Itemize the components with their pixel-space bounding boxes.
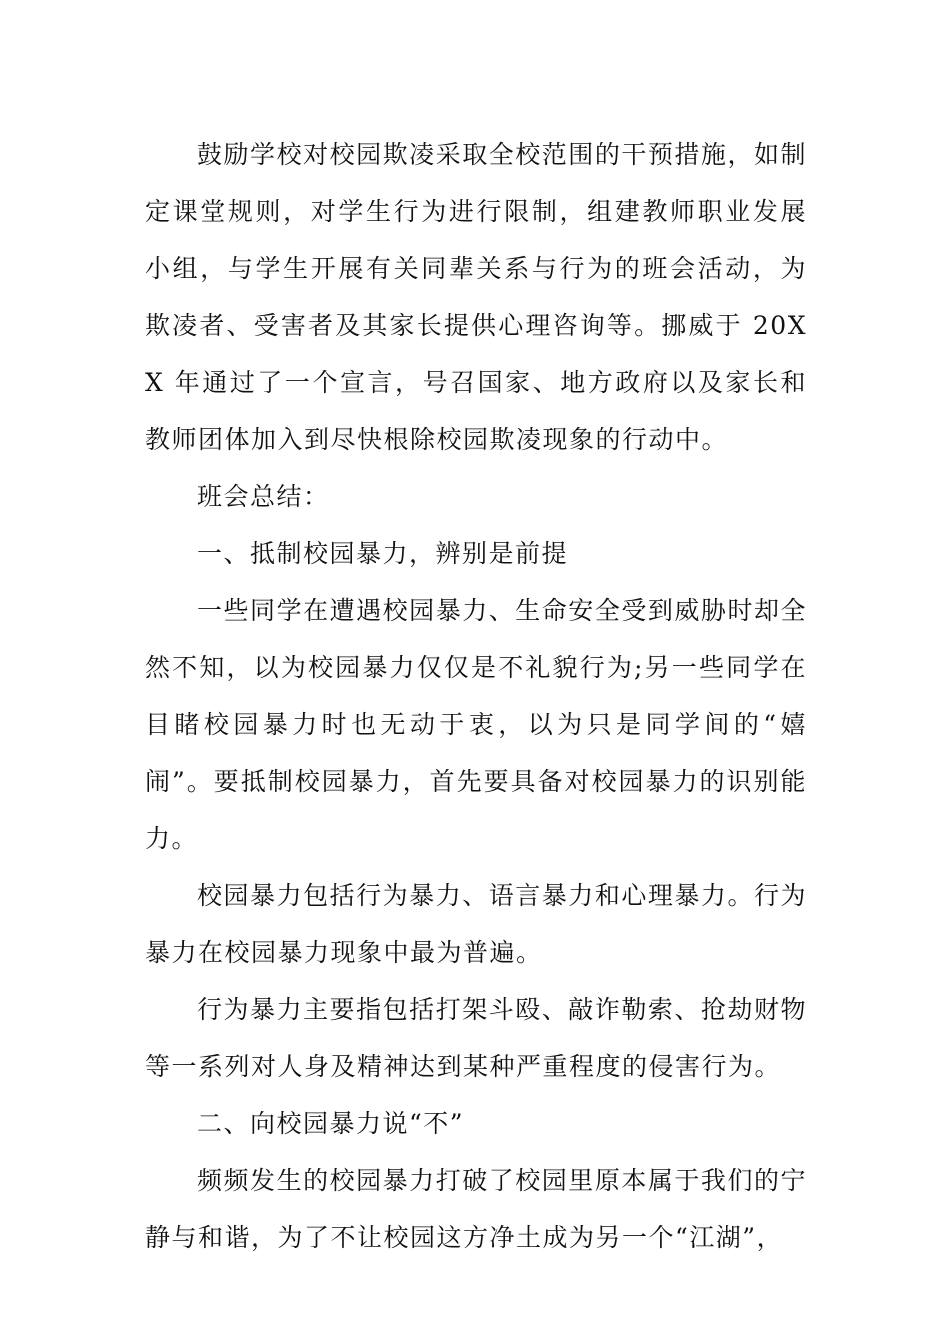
paragraph-campus-harmony: 频频发生的校园暴力打破了校园里原本属于我们的宁静与和谐，为了不让校园这方净土成为另一个“江湖”， [145, 1166, 807, 1252]
paragraph-class-summary-heading: 班会总结： [197, 482, 330, 511]
paragraph-identification: 一些同学在遭遇校园暴力、生命安全受到威胁时却全然不知，以为校园暴力仅仅是不礼貌行为;另一些同学在目睹校园暴力时也无动于衷，以为只是同学间的“嬉闹”。要抵制校园暴力，首先要具备对校园暴力的识别能力。 [145, 596, 807, 853]
document-body [145, 126, 807, 1266]
section-heading-1: 一、抵制校园暴力，辨别是前提 [197, 539, 569, 568]
paragraph-intervention-measures: 鼓励学校对校园欺凌采取全校范围的干预措施，如制定课堂规则，对学生行为进行限制，组建教师职业发展小组，与学生开展有关同辈关系与行为的班会活动，为欺凌者、受害者及其家长提供心理咨询等。挪威于 20XX 年通过了一个宣言，号召国家、地方政府以及家长和教师团体加入到尽快根除校园欺凌现象的行动中。 [145, 140, 807, 454]
paragraph-violence-types: 校园暴力包括行为暴力、语言暴力和心理暴力。行为暴力在校园暴力现象中最为普遍。 [145, 881, 807, 967]
paragraph-behavioral-violence: 行为暴力主要指包括打架斗殴、敲诈勒索、抢劫财物等一系列对人身及精神达到某种严重程度的侵害行为。 [145, 995, 807, 1081]
section-heading-2: 二、向校园暴力说“不” [197, 1109, 465, 1138]
